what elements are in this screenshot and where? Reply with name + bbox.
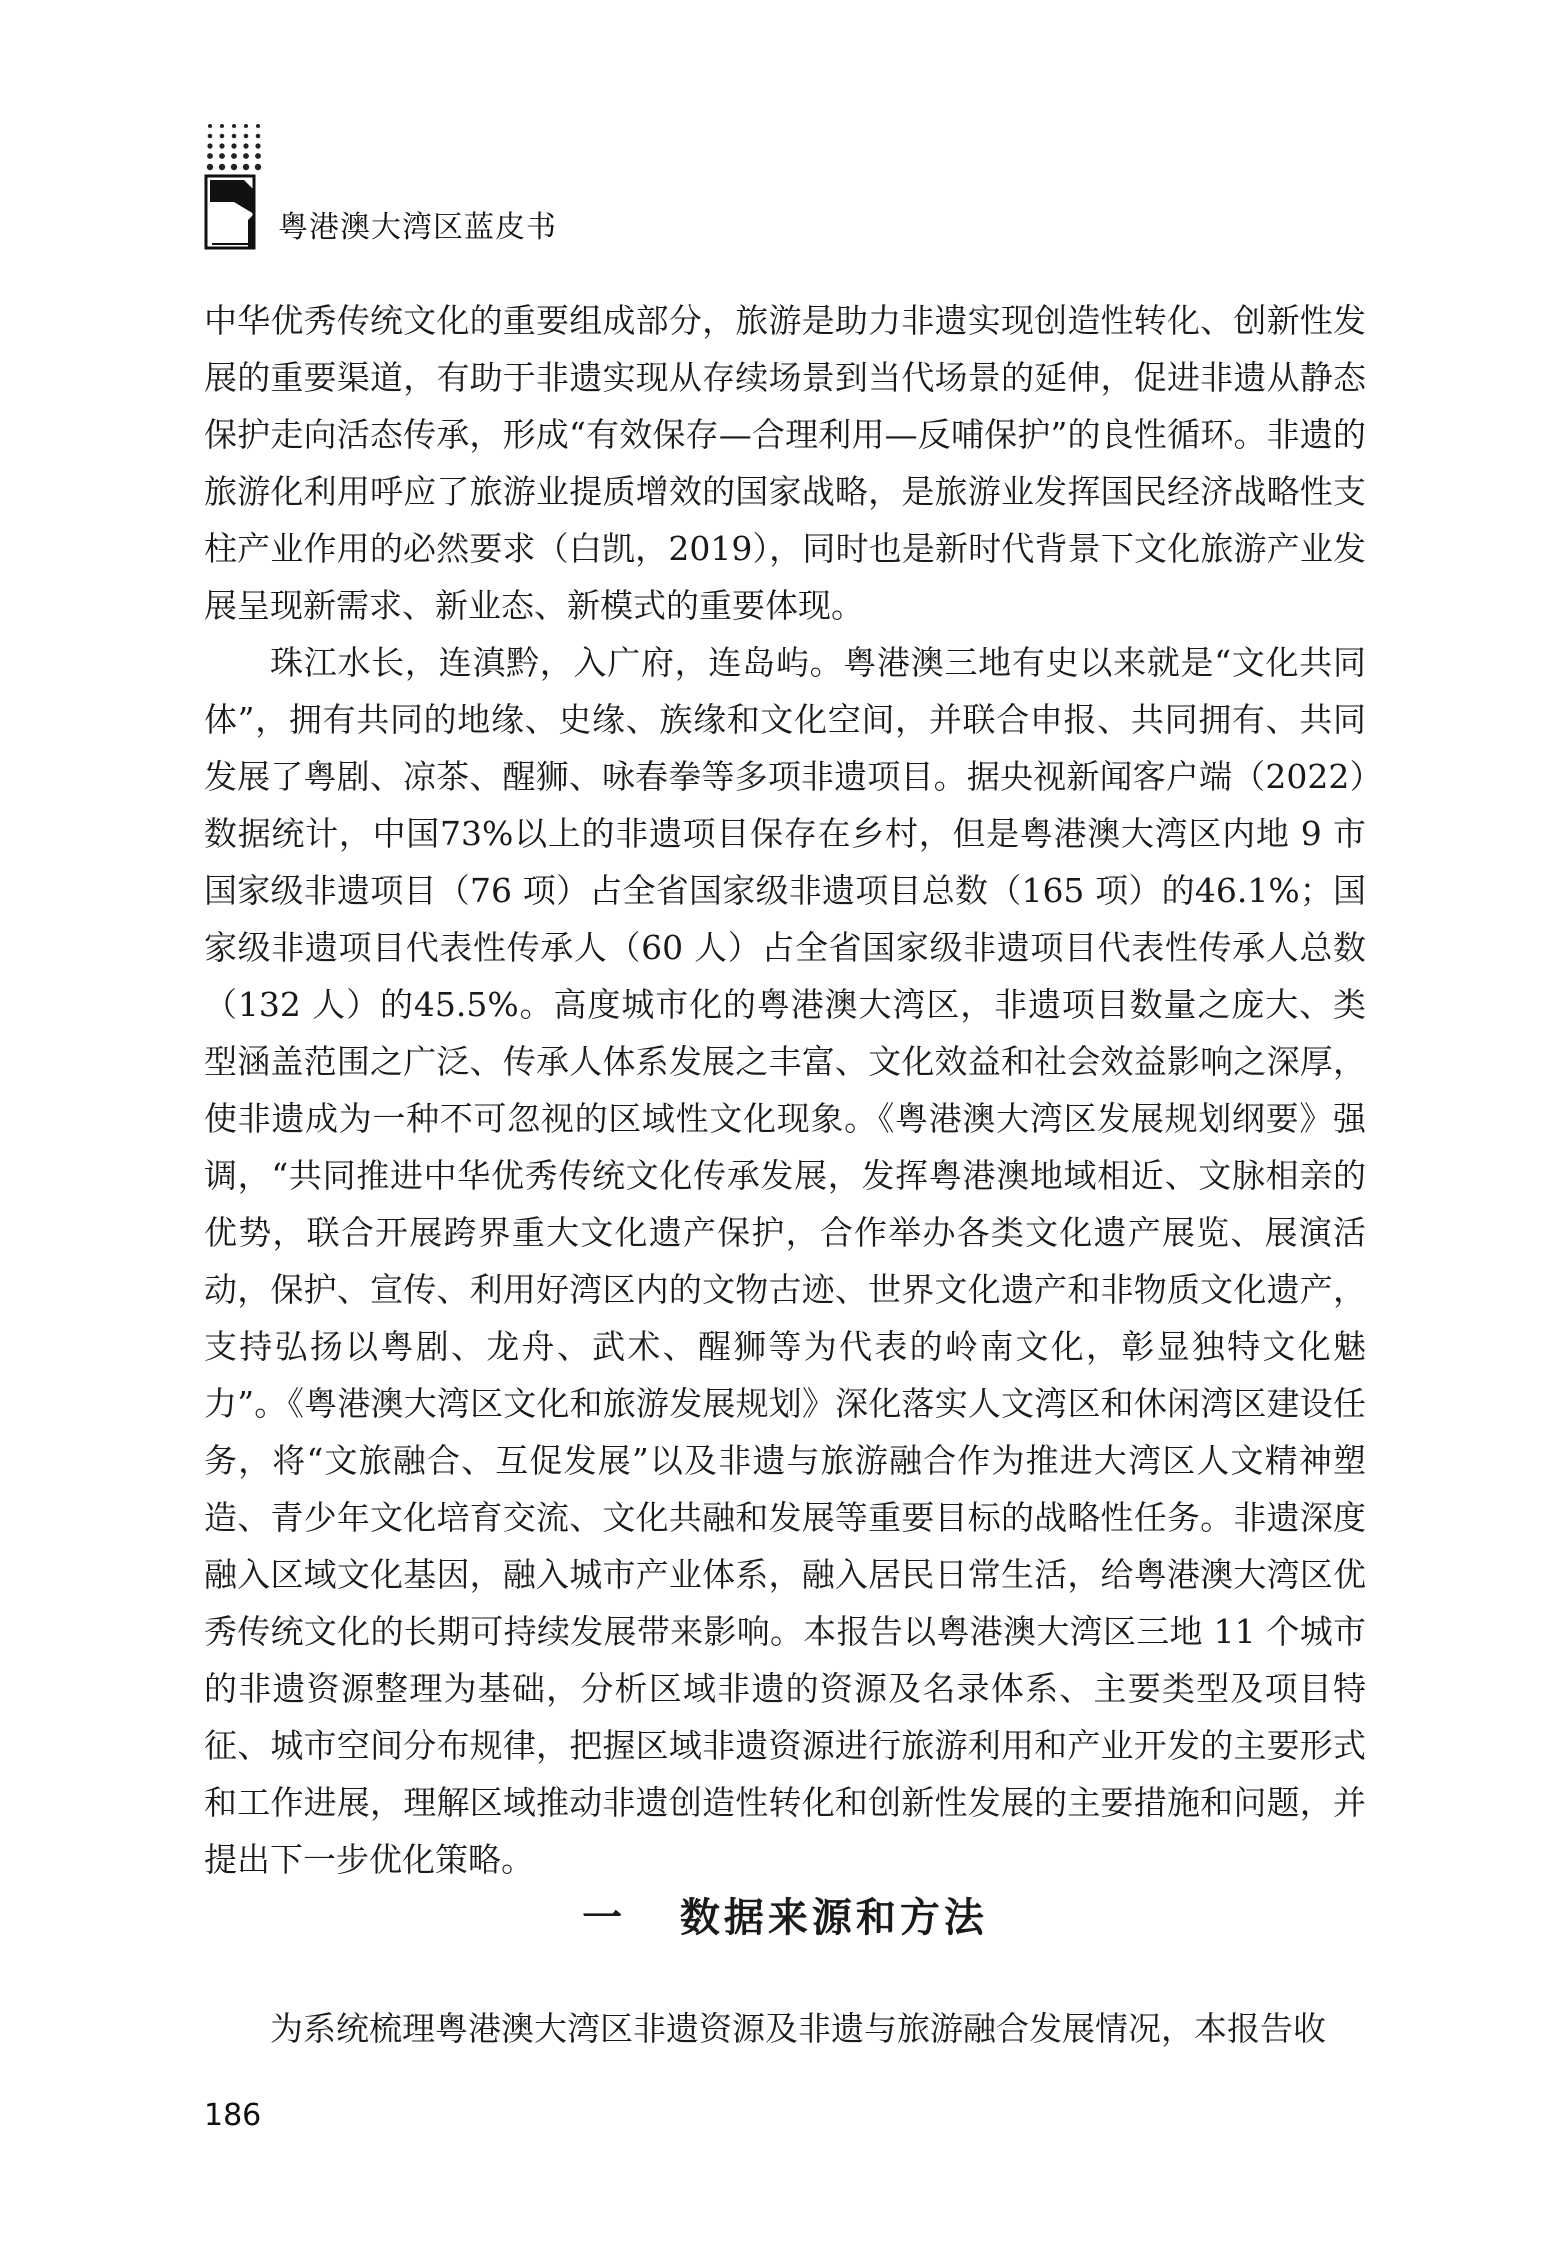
body-text [204,292,1366,1888]
book-icon [204,174,260,250]
running-header [204,122,604,262]
section-body [204,2000,1366,2057]
paragraph: 珠江水长，连滇黔，入广府，连岛屿。粤港澳三地有史以来就是“文化共同体”，拥有共同的地缘、史缘、族缘和文化空间，并联合申报、共同拥有、共同发展了粤剧、凉茶、醒狮、咏春拳等多项非遗项目。据央视新闻客户端（2022）数据统计，中国73%以上的非遗项目保存在乡村，但是粤港澳大湾区内地 9 市国家级非遗项目（76 项）占全省国家级非遗项目总数（165 项）的46.1%；国家级非遗项目代表性传承人（60 人）占全省国家级非遗项目代表性传承人总数（132 人）的45.5%。高度城市化的粤港澳大湾区，非遗项目数量之庞大、类型涵盖范围之广泛、传承人体系发展之丰富、文化效益和社会效益影响之深厚，使非遗成为一种不可忽视的区域性文化现象。《粤港澳大湾区发展规划纲要》强调，“共同推进中华优秀传统文化传承发展，发挥粤港澳地域相近、文脉相亲的优势，联合开展跨界重大文化遗产保护，合作举办各类文化遗产展览、展演活动，保护、宣传、利用好湾区内的文物古迹、世界文化遗产和非物质文化遗产，支持弘扬以粤剧、龙舟、武术、醒狮等为代表的岭南文化，彰显独特文化魅力”。《粤港澳大湾区文化和旅游发展规划》深化落实人文湾区和休闲湾区建设任务，将“文旅融合、互促发展”以及非遗与旅游融合作为推进大湾区人文精神塑造、青少年文化培育交流、文化共融和发展等重要目标的战略性任务。非遗深度融入区域文化基因，融入城市产业体系，融入居民日常生活，给粤港澳大湾区优秀传统文化的长期可持续发展带来影响。本报告以粤港澳大湾区三地 11 个城市的非遗资源整理为基础，分析区域非遗的资源及名录体系、主要类型及项目特征、城市空间分布规律，把握区域非遗资源进行旅游利用和产业开发的主要形式和工作进展，理解区域推动非遗创造性转化和创新性发展的主要措施和问题，并提出下一步优化策略。 [204,643,1366,1879]
dot-grid-ornament [204,122,264,174]
page-number: 186 [204,2098,262,2133]
series-title: 粤港澳大湾区蓝皮书 [278,210,557,245]
section-heading: 一 数据来源和方法 [582,1894,988,1941]
paragraph: 为系统梳理粤港澳大湾区非遗资源及非遗与旅游融合发展情况，本报告收 [270,2009,1326,2048]
paragraph: 中华优秀传统文化的重要组成部分，旅游是助力非遗实现创造性转化、创新性发展的重要渠道，有助于非遗实现从存续场景到当代场景的延伸，促进非遗从静态保护走向活态传承，形成“有效保存—合理利用—反哺保护”的良性循环。非遗的旅游化利用呼应了旅游业提质增效的国家战略，是旅游业发挥国民经济战略性支柱产业作用的必然要求（白凯，2019），同时也是新时代背景下文化旅游产业发展呈现新需求、新业态、新模式的重要体现。 [204,301,1366,625]
